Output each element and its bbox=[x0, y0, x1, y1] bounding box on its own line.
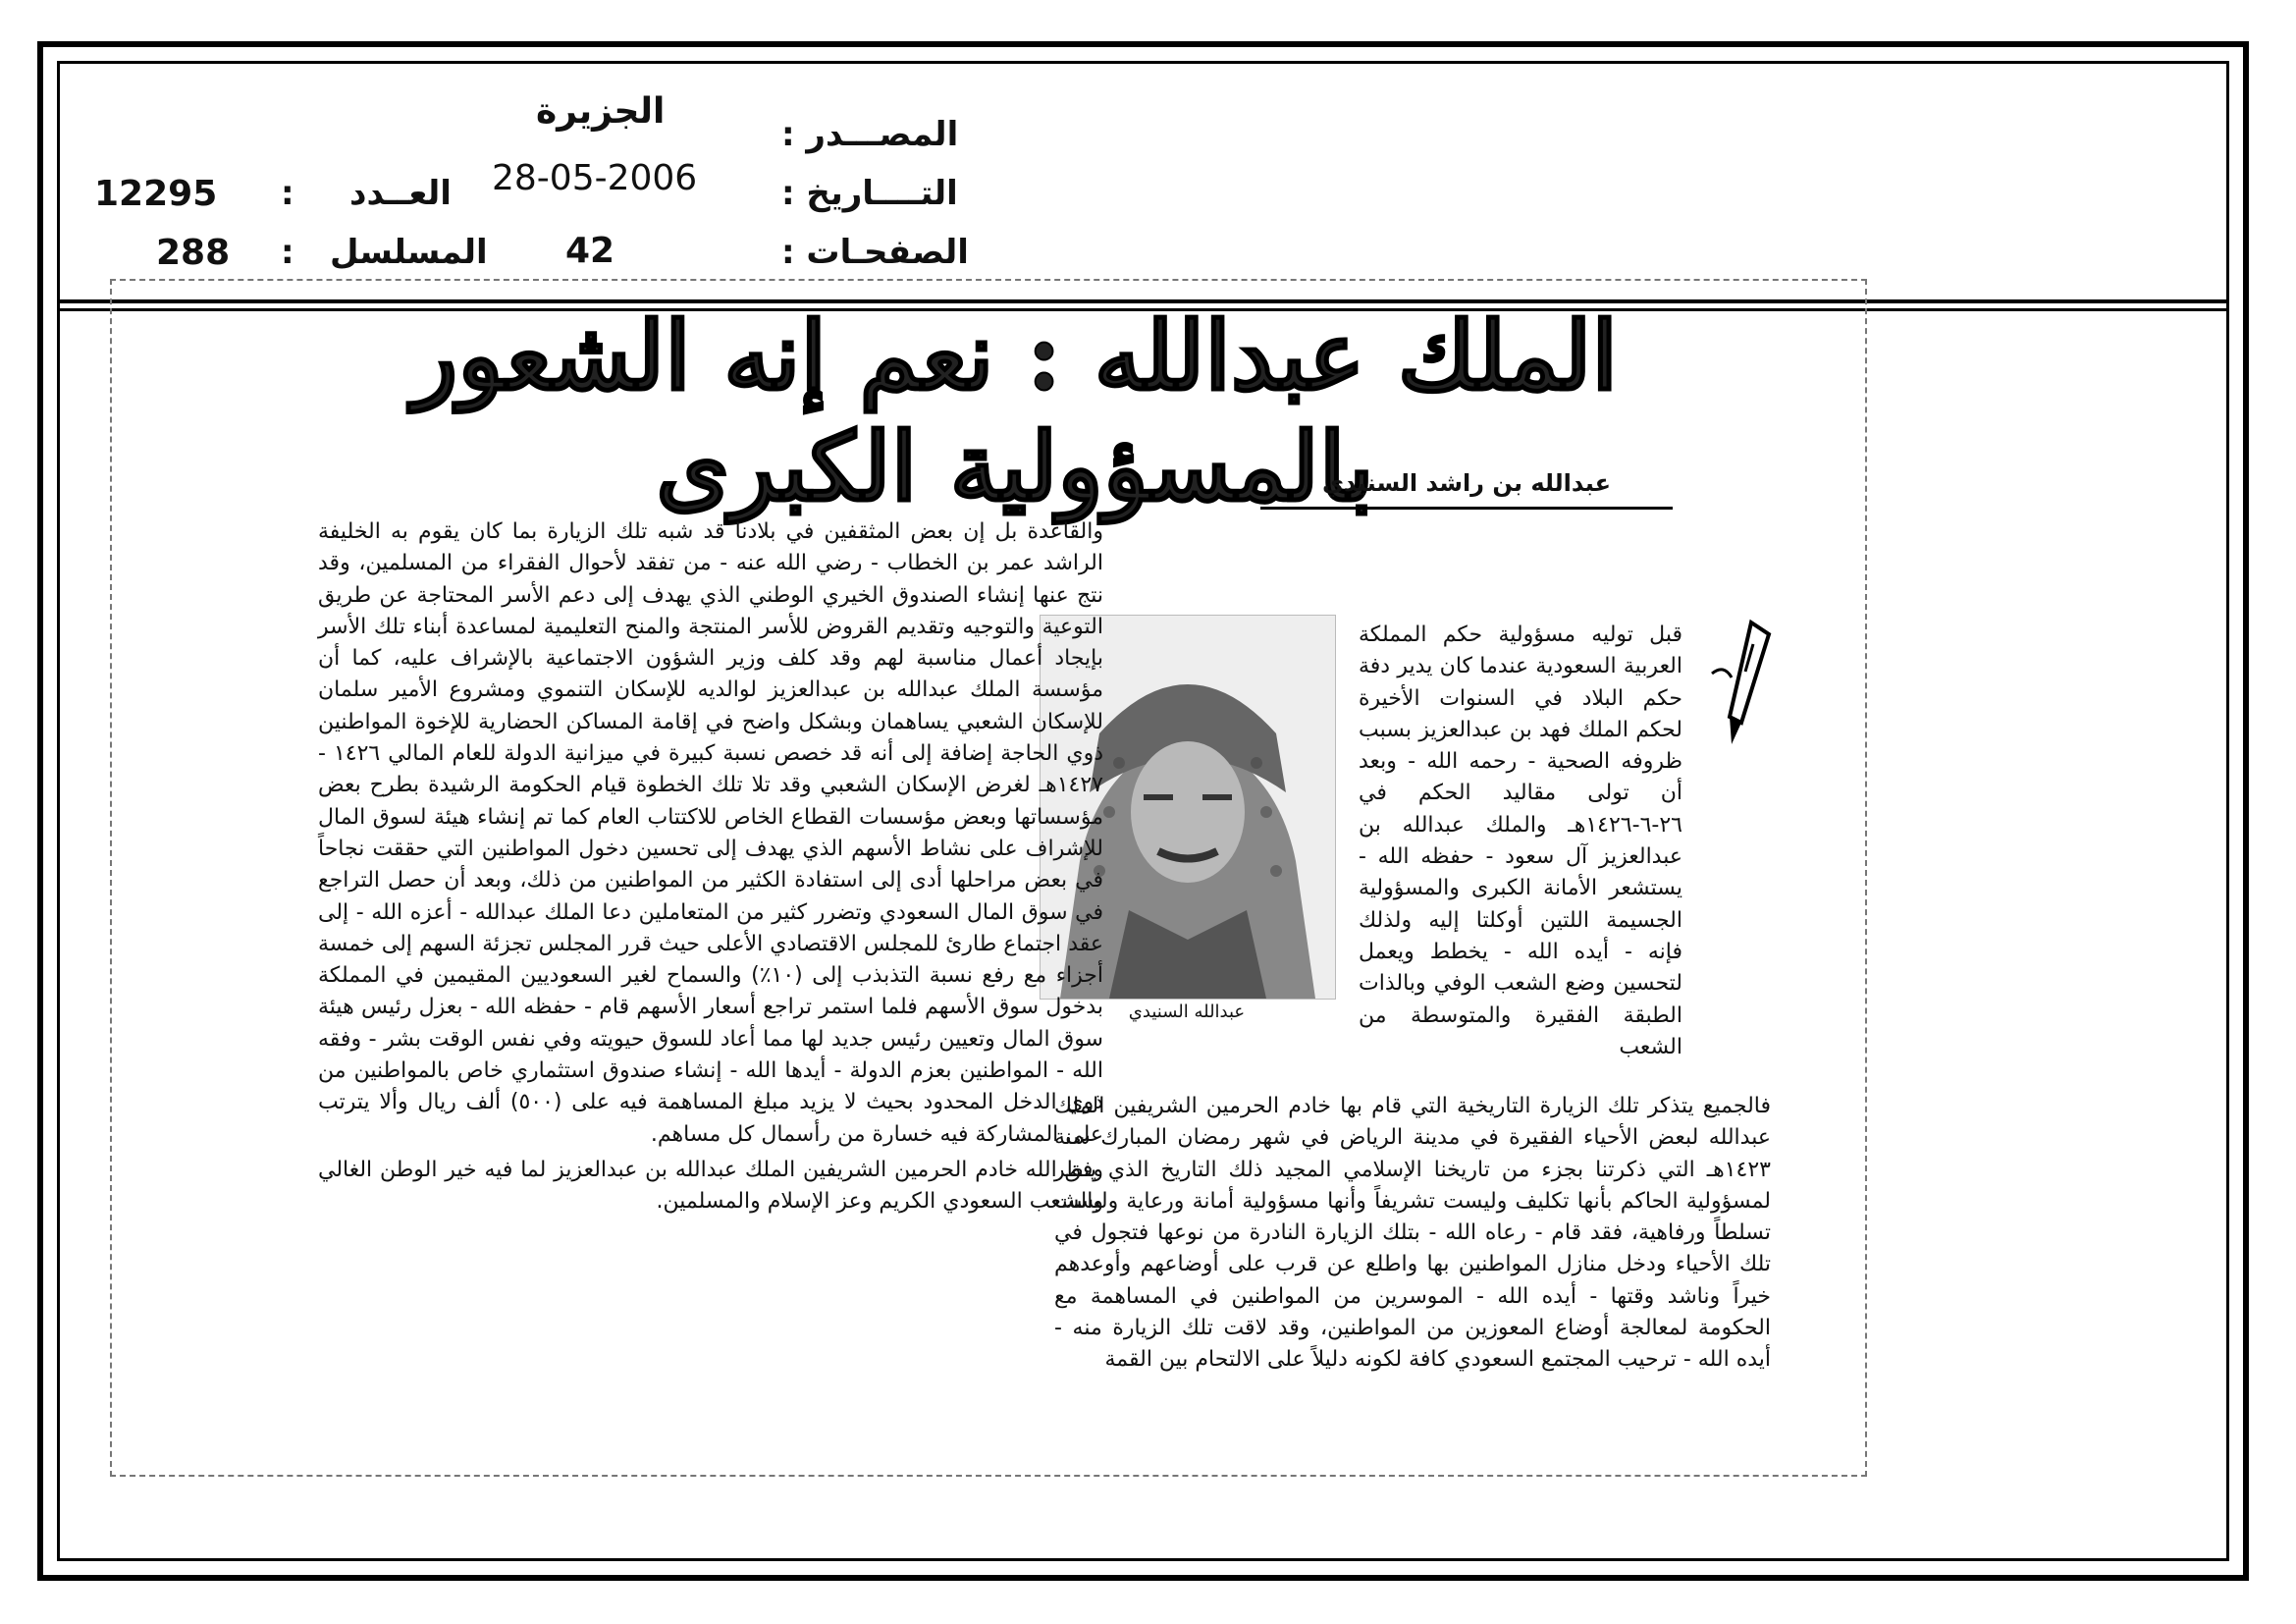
newspaper-clipping bbox=[110, 279, 1867, 1477]
pen-nib-icon bbox=[1702, 615, 1781, 752]
article-column-right-top bbox=[1359, 620, 1682, 1059]
source-label: المصـــدر : bbox=[781, 115, 959, 154]
article-column-left bbox=[318, 516, 1103, 1479]
issue-label: العــدد bbox=[349, 174, 452, 213]
article-headline: الملك عبدالله : نعم إنه الشعور بالمسؤولية الكبرى bbox=[411, 300, 1619, 522]
serial-value: 288 bbox=[156, 233, 231, 273]
date-label: التــــاريخ : bbox=[781, 174, 958, 213]
article-author: عبدالله بن راشد السنيدي bbox=[1260, 469, 1673, 510]
pages-label: الصفحـات : bbox=[781, 233, 969, 272]
issue-value: 12295 bbox=[94, 174, 218, 214]
article-column-right-bottom bbox=[1054, 1091, 1771, 1484]
source-value: الجزيرة bbox=[536, 91, 666, 132]
archive-header bbox=[60, 64, 2226, 303]
pages-value: 42 bbox=[565, 231, 615, 271]
serial-colon: : bbox=[281, 233, 294, 272]
date-value: 28-05-2006 bbox=[492, 158, 698, 198]
photo-caption: عبدالله السنيدي bbox=[1128, 1001, 1246, 1022]
serial-label: المسلسل bbox=[330, 233, 488, 272]
article-closing-paragraph: وفق الله خادم الحرمين الشريفين الملك عبدالله بن عبدالعزيز لما فيه خير الوطن الغالي والشعب السعودي الكريم وعز الإسلام والمسلمين. bbox=[318, 1157, 1103, 1215]
issue-colon: : bbox=[281, 174, 294, 213]
article-paragraph: قبل توليه مسؤولية حكم المملكة العربية السعودية عندما كان يدير دفة حكم البلاد في السنوات الأخيرة لحكم الملك فهد بن عبدالعزيز بسبب ظروفه الصحية - رحمه الله - وبعد أن تولى مقاليد الحكم في ٢٦-٦-١٤٢٦هـ والملك عبدالله بن عبدالعزيز آل سعود - حفظه الله - يستشعر الأمانة الكبرى والمسؤولية الجسيمة اللتين أوكلتا إليه ولذلك فإنه - أيده الله - يخطط ويعمل لتحسين وضع الشعب الوفي وبالذات الطبقة الفقيرة والمتوسطة من الشعب bbox=[1359, 623, 1682, 1059]
article-paragraph: فالجميع يتذكر تلك الزيارة التاريخية التي قام بها خادم الحرمين الشريفين الملك عبدالله لبعض الأحياء الفقيرة في مدينة الرياض في شهر رمضان المبارك سنة ١٤٢٣هـ التي ذكرتنا بجزء من تاريخنا الإسلامي المجيد ذلك التاريخ الذي ينظر لمسؤولية الحاكم بأنها تكليف وليست تشريفاً وأنها مسؤولية أمانة ورعاية وليست تسلطاً ورفاهية، فقد قام - رعاه الله - بتلك الزيارة النادرة من نوعها فتجول في تلك الأحياء ودخل منازل المواطنين بها واطلع عن قرب على أوضاعهم وأوعدهم خيراً وناشد وقتها - أيده الله - الموسرين من المواطنين في المساهمة مع الحكومة لمعالجة أوضاع المعوزين من المواطنين، وقد لاقت تلك الزيارة منه - أيده الله - ترحيب المجتمع السعودي كافة لكونه دليلاً على الالتحام بين القمة bbox=[1054, 1094, 1771, 1373]
article-paragraph: والقاعدة بل إن بعض المثقفين في بلادنا قد شبه تلك الزيارة بما كان يقوم به الخليفة الراشد عمر بن الخطاب - رضي الله عنه - من تفقد لأحوال الفقراء من المسلمين، وقد نتج عنها إنشاء الصندوق الخيري الوطني الذي يهدف إلى دعم الأسر المحتاجة عن طريق التوعية والتوجيه وتقديم القروض للأسر المنتجة والمنح التعليمية لمساعدة أبناء تلك الأسر بإيجاد أعمال مناسبة لهم وقد كلف وزير الشؤون الاجتماعية بالإشراف عليه، كما أن مؤسسة الملك عبدالله بن عبدالعزيز لوالديه للإسكان التنموي ومشروع الأمير سلمان للإسكان الشعبي يساهمان وبشكل واضح في إقامة المساكن الحضارية للإخوة المواطنين ذوي الحاجة إضافة إلى أنه قد خصص نسبة كبيرة في ميزانية الدولة للعام المالي ١٤٢٦ - ١٤٢٧هـ لغرض الإسكان الشعبي وقد تلا تلك الخطوة قيام الحكومة الرشيدة بطرح بعض مؤسساتها وبعض مؤسسات القطاع الخاص للاكتتاب العام كما تم إنشاء هيئة لسوق المال للإشراف على نشاط الأسهم الذي يهدف إلى تحسين دخول المواطنين التي حققت نجاحاً في بعض مراحلها أدى إلى استفادة الكثير من المواطنين من ذلك، وبعد أن حصل التراجع في سوق المال السعودي وتضرر كثير من المتعاملين دعا الملك عبدالله - أعزه الله - إلى عقد اجتماع طارئ للمجلس الاقتصادي الأعلى حيث قرر المجلس تجزئة السهم إلى خمسة أجزاء مع رفع نسبة التذبذب إلى (١٠٪) والسماح لغير السعوديين المقيمين في المملكة بدخول سوق الأسهم فلما استمر تراجع أسعار الأسهم قام - حفظه الله - بعزل رئيس هيئة سوق المال وتعيين رئيس جديد لها مما أعاد للسوق حيويته وفي نفس الوقت بشر - وفقه الله - المواطنين بعزم الدولة - أيدها الله - إنشاء صندوق استثماري خاص بالمواطنين من ذوي الدخل المحدود بحيث لا يزيد مبلغ المساهمة فيه على (٥٠٠) ألف ريال وألا يترتب على المشاركة فيه خسارة من رأسمال كل مساهم. bbox=[318, 519, 1103, 1147]
